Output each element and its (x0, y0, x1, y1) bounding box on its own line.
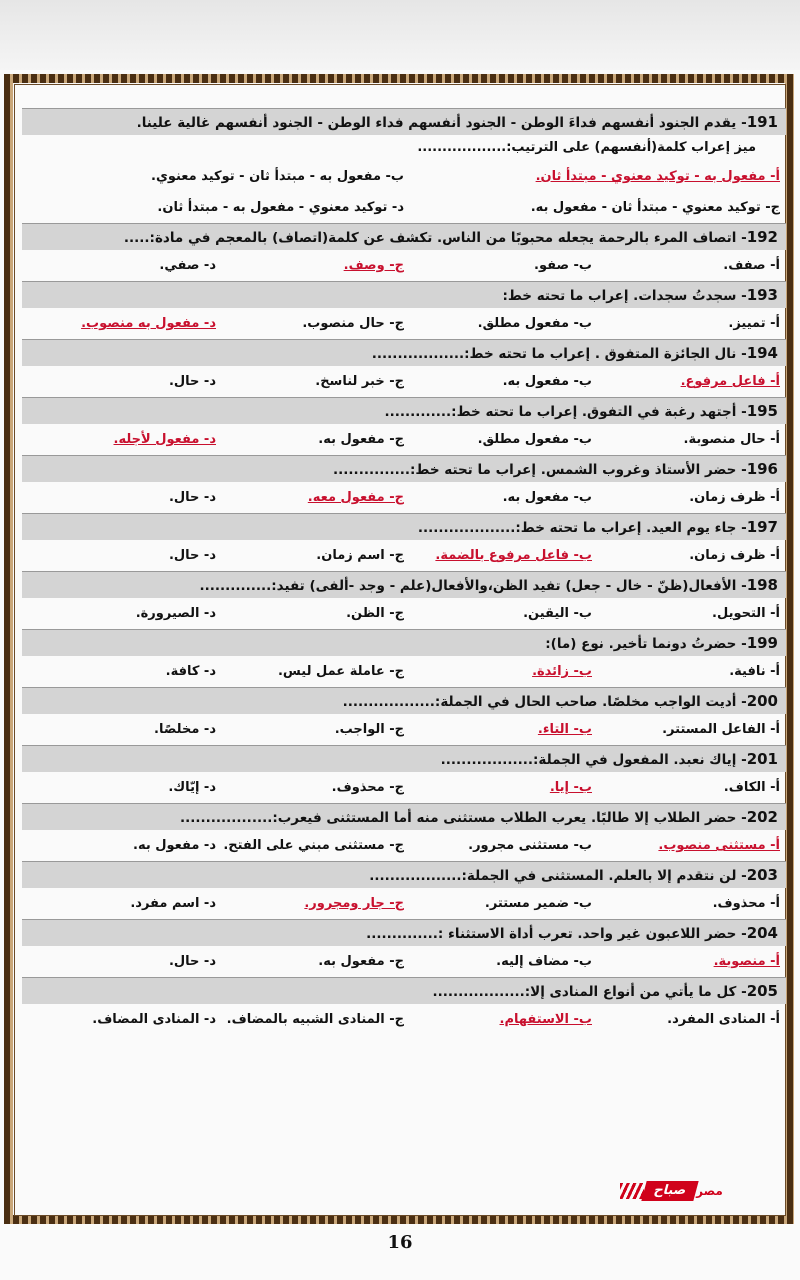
option: أ- الكاف. (723, 780, 780, 795)
question-number: 203 (746, 866, 778, 884)
option: د- إيّاك. (168, 780, 216, 795)
option: ب- مفعول مطلق. (477, 316, 592, 331)
question-header (22, 629, 786, 656)
question-text: - جاء يوم العيد. إعراب ما تحته خط:................... (417, 520, 747, 536)
option: د- صفي. (159, 258, 216, 273)
question-number: 204 (746, 924, 778, 942)
options-row (22, 1004, 786, 1035)
question-number: 194 (746, 344, 778, 362)
question-205 (22, 977, 786, 1035)
options-row (22, 830, 786, 861)
question-text: - اتصاف المرء بالرحمة يجعله محبوبًا من الناس. تكشف عن كلمة(اتصاف) بالمعجم في مادة:..... (123, 230, 747, 246)
options-row (22, 656, 786, 687)
option: ج- عاملة عمل ليس. (277, 664, 404, 679)
question-191 (22, 108, 786, 223)
option: أ- صفف. (723, 258, 780, 273)
question-text: - نال الجائزة المتفوق . إعراب ما تحته خط:.................. (371, 346, 747, 362)
question-text: - يقدم الجنود أنفسهم فداءَ الوطن - الجنود أنفسهم فداء الوطن - الجنود أنفسهم غالية علينا. (136, 115, 747, 131)
option: د- حال. (168, 374, 216, 389)
options-row (22, 161, 786, 192)
options-row (22, 250, 786, 281)
option: د- توكيد معنوي - مفعول به - مبتدأ ثان. (157, 200, 404, 215)
question-header (22, 977, 786, 1004)
correct-option: ج- جار ومجرور. (304, 896, 404, 911)
question-195 (22, 397, 786, 455)
correct-option: ب- الاستفهام. (499, 1012, 592, 1027)
logo-brand-main: صباح (641, 1181, 698, 1201)
options-row (22, 946, 786, 977)
option: ج- مفعول به. (318, 432, 404, 447)
question-number: 202 (746, 808, 778, 826)
option: ج- المنادى الشبيه بالمضاف. (226, 1012, 404, 1027)
question-number: 200 (746, 692, 778, 710)
question-number: 198 (746, 576, 778, 594)
options-row (22, 540, 786, 571)
question-text: - الأفعال(ظنّ - خال - جعل) تفيد الظن،والأفعال(علم - وجد -ألفى) تفيد:.............. (199, 578, 747, 594)
correct-option: أ- مفعول به - توكيد معنوي - مبتدأ ثان. (535, 169, 780, 184)
question-text: - إياك نعبد. المفعول في الجملة:.................. (440, 752, 747, 768)
option: أ- المنادى المفرد. (667, 1012, 780, 1027)
question-number: 205 (746, 982, 778, 1000)
question-text: - كل ما يأتي من أنواع المنادى إلا:.................. (432, 984, 747, 1000)
question-number: 197 (746, 518, 778, 536)
correct-option: ج- مفعول معه. (307, 490, 404, 505)
option: ب- مفعول مطلق. (477, 432, 592, 447)
top-shade (0, 0, 800, 70)
question-header (22, 803, 786, 830)
question-header (22, 339, 786, 366)
option: ج- حال منصوب. (302, 316, 404, 331)
option: أ- ظرف زمان. (689, 490, 780, 505)
option: د- حال. (168, 954, 216, 969)
question-200 (22, 687, 786, 745)
option: د- كافة. (165, 664, 216, 679)
question-header (22, 919, 786, 946)
question-number: 199 (746, 634, 778, 652)
question-number: 195 (746, 402, 778, 420)
correct-option: ب- زائدة. (532, 664, 592, 679)
option: د- اسم مفرد. (130, 896, 216, 911)
question-199 (22, 629, 786, 687)
logo-brand-sub: مصر (696, 1184, 723, 1198)
option: د- حال. (168, 490, 216, 505)
options-row (22, 308, 786, 339)
question-192 (22, 223, 786, 281)
question-text: - حضر الطلاب إلا طالبًا. يعرب الطلاب مستثنى منه أما المستثنى فيعرب:.................. (180, 810, 747, 826)
options-row (22, 598, 786, 629)
option: أ- نافية. (729, 664, 780, 679)
question-header (22, 687, 786, 714)
options-row (22, 888, 786, 919)
option: د- المنادى المضاف. (92, 1012, 216, 1027)
option: ج- توكيد معنوي - مبتدأ ثان - مفعول به. (530, 200, 780, 215)
correct-option: أ- منصوبة. (713, 954, 780, 969)
correct-option: أ- فاعل مرفوع. (680, 374, 780, 389)
question-text: - حضر الأستاذ وغروب الشمس. إعراب ما تحته خط:............... (333, 462, 747, 478)
option: ج- الواجب. (334, 722, 404, 737)
option: ج- مستثنى مبني على الفتح. (223, 838, 404, 853)
correct-option: ب- إيا. (549, 780, 592, 795)
question-193 (22, 281, 786, 339)
question-number: 201 (746, 750, 778, 768)
option: أ- حال منصوبة. (683, 432, 780, 447)
question-header (22, 745, 786, 772)
question-201 (22, 745, 786, 803)
question-header (22, 861, 786, 888)
question-203 (22, 861, 786, 919)
option: د- مخلصًا. (154, 722, 216, 737)
question-204 (22, 919, 786, 977)
options-row (22, 772, 786, 803)
option: أ- ظرف زمان. (689, 548, 780, 563)
question-202 (22, 803, 786, 861)
options-row (22, 424, 786, 455)
option: ب- مفعول به - مبتدأ ثان - توكيد معنوي. (151, 169, 404, 184)
page-number: 16 (387, 1232, 413, 1253)
option: ب- صفو. (534, 258, 592, 273)
option: ج- خبر لناسخ. (315, 374, 404, 389)
option: د- الصيرورة. (135, 606, 216, 621)
option: ج- الظن. (346, 606, 404, 621)
option: ب- مفعول به. (502, 490, 592, 505)
option: ج- محذوف. (331, 780, 404, 795)
option: د- مفعول به. (133, 838, 216, 853)
option: أ- الفاعل المستتر. (662, 722, 780, 737)
question-text: - سجدتُ سجدات. إعراب ما تحته خط: (502, 288, 747, 304)
question-header (22, 397, 786, 424)
options-row (22, 714, 786, 745)
option: د- حال. (168, 548, 216, 563)
correct-option: ب- فاعل مرفوع بالضمة. (435, 548, 592, 563)
option: ب- مستثنى مجرور. (468, 838, 592, 853)
question-header (22, 513, 786, 540)
question-198 (22, 571, 786, 629)
question-number: 192 (746, 228, 778, 246)
option: ب- ضمير مستتر. (484, 896, 592, 911)
option: ب- اليقين. (523, 606, 592, 621)
option: أ- محذوف. (712, 896, 780, 911)
question-header (22, 571, 786, 598)
question-list (22, 108, 786, 1035)
question-subtext: ميز إعراب كلمة(أنفسهم) على الترتيب:.................. (417, 140, 756, 155)
question-197 (22, 513, 786, 571)
option: أ- التحويل. (712, 606, 780, 621)
question-text: - أجتهد رغبة في التفوق. إعراب ما تحته خط:............. (384, 404, 747, 420)
question-header (22, 455, 786, 482)
option: أ- تمييز. (728, 316, 780, 331)
correct-option: د- مفعول لأجله. (113, 432, 216, 447)
watermark-logo (620, 1178, 727, 1204)
correct-option: أ- مستثنى منصوب. (658, 838, 780, 853)
question-194 (22, 339, 786, 397)
question-196 (22, 455, 786, 513)
question-number: 191 (746, 113, 778, 131)
question-header (22, 281, 786, 308)
question-number: 193 (746, 286, 778, 304)
question-number: 196 (746, 460, 778, 478)
question-text: - أديت الواجب مخلصًا. صاحب الحال في الجملة:.................. (342, 694, 747, 710)
question-text: - حضر اللاعبون غير واحد. تعرب أداة الاستثناء :.............. (366, 926, 747, 942)
options-row (22, 192, 786, 223)
option: ب- مضاف إليه. (496, 954, 592, 969)
options-row (22, 482, 786, 513)
question-text: - لن نتقدم إلا بالعلم. المستثنى في الجملة:.................. (369, 868, 747, 884)
correct-option: ج- وصف. (343, 258, 404, 273)
question-header (22, 108, 786, 135)
options-row (22, 366, 786, 397)
correct-option: ب- التاء. (537, 722, 592, 737)
question-header (22, 223, 786, 250)
logo-stripes (620, 1183, 644, 1199)
option: ج- مفعول به. (318, 954, 404, 969)
question-text: - حضرتُ دونما تأخير. نوع (ما): (545, 636, 747, 652)
correct-option: د- مفعول به منصوب. (81, 316, 216, 331)
option: ج- اسم زمان. (316, 548, 404, 563)
option: ب- مفعول به. (502, 374, 592, 389)
